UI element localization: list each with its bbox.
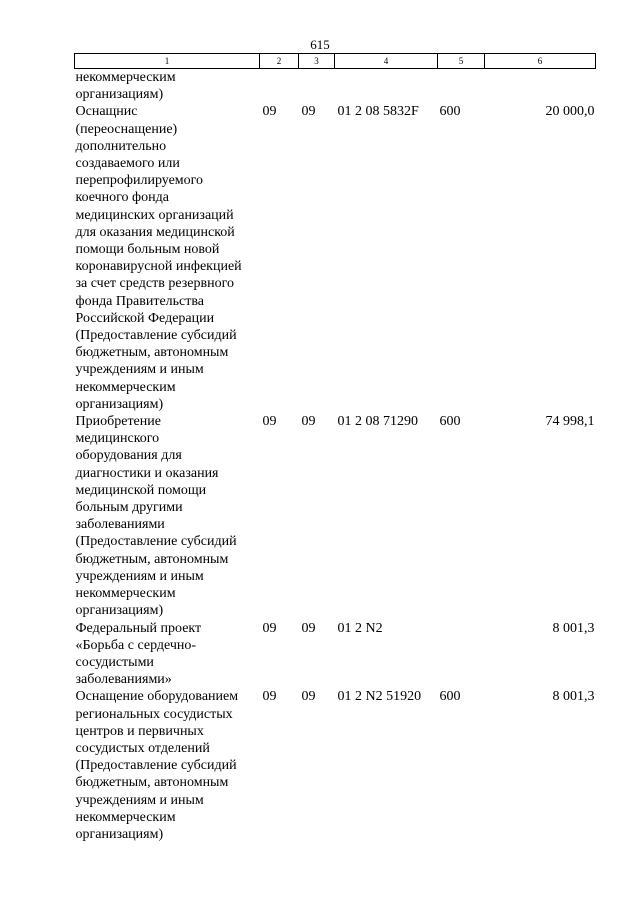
- row-expense-type: [438, 620, 485, 689]
- table-row: [75, 413, 596, 619]
- row-amount: 20 000,0: [545, 104, 595, 120]
- row-name: Приобретение медицинского оборудования для диагностики и оказания медицинской помощи больным другими заболеваниями (Предоставление субсидий бюджетным, автономным учреждениям и иным некоммерческим организациям): [75, 414, 237, 619]
- table-header-row: [75, 54, 596, 69]
- table-row: [75, 103, 596, 413]
- row-target-code: 01 2 N2: [337, 620, 383, 636]
- row-subsection: 09: [301, 104, 316, 120]
- header-col-2: 2: [260, 54, 299, 69]
- row-name: Оснащение оборудованием региональных сосудистых центров и первичных сосудистых отделений (Предоставление субсидий бюджетным, автономным учреждениям и иным некоммерческим организациям): [75, 689, 239, 842]
- row-amount: 8 001,3: [552, 620, 595, 636]
- row-amount: [485, 69, 596, 104]
- table-row: [75, 620, 596, 689]
- row-target-code: 01 2 08 5832F: [337, 104, 419, 120]
- page-number: 615: [310, 37, 330, 52]
- row-subsection: 09: [301, 620, 316, 636]
- row-amount: 74 998,1: [545, 414, 595, 430]
- row-subsection: 09: [301, 689, 316, 705]
- row-expense-type: 600: [439, 689, 461, 705]
- table-row: [75, 688, 596, 843]
- row-target-code: 01 2 N2 51920: [337, 689, 422, 705]
- row-target-code: [335, 69, 438, 104]
- row-section: 09: [262, 414, 277, 430]
- row-subsection: [299, 69, 335, 104]
- row-section: 09: [262, 689, 277, 705]
- row-name: Федеральный проект «Борьба с сердечно- сосудистыми заболеваниями»: [75, 620, 202, 688]
- row-target-code: 01 2 08 71290: [337, 414, 418, 430]
- row-expense-type: [438, 69, 485, 104]
- header-col-4: 4: [335, 54, 438, 69]
- row-section: [260, 69, 299, 104]
- header-col-5: 5: [438, 54, 485, 69]
- row-expense-type: 600: [439, 414, 461, 430]
- row-section: 09: [262, 620, 277, 636]
- header-col-1: 1: [75, 54, 260, 69]
- budget-table: [74, 53, 596, 843]
- table-row: [75, 69, 596, 104]
- row-subsection: 09: [301, 414, 316, 430]
- row-name: Оснащнис (переоснащение) дополнительно создаваемого или перепрофилируемого коечного фонда медицинских организаций для оказания медицинской помощи больным новой коронавирусной инфекцией за счет средств резервного фонда Правительства Российской Федерации (Предоставление субсидий бюджетным, автономным учреждениям и иным некоммерческим организациям): [75, 104, 242, 412]
- header-col-3: 3: [299, 54, 335, 69]
- row-amount: 8 001,3: [552, 689, 595, 705]
- header-col-6: 6: [485, 54, 596, 69]
- row-name: некоммерческим организациям): [75, 70, 176, 103]
- row-section: 09: [262, 104, 277, 120]
- row-expense-type: 600: [439, 104, 461, 120]
